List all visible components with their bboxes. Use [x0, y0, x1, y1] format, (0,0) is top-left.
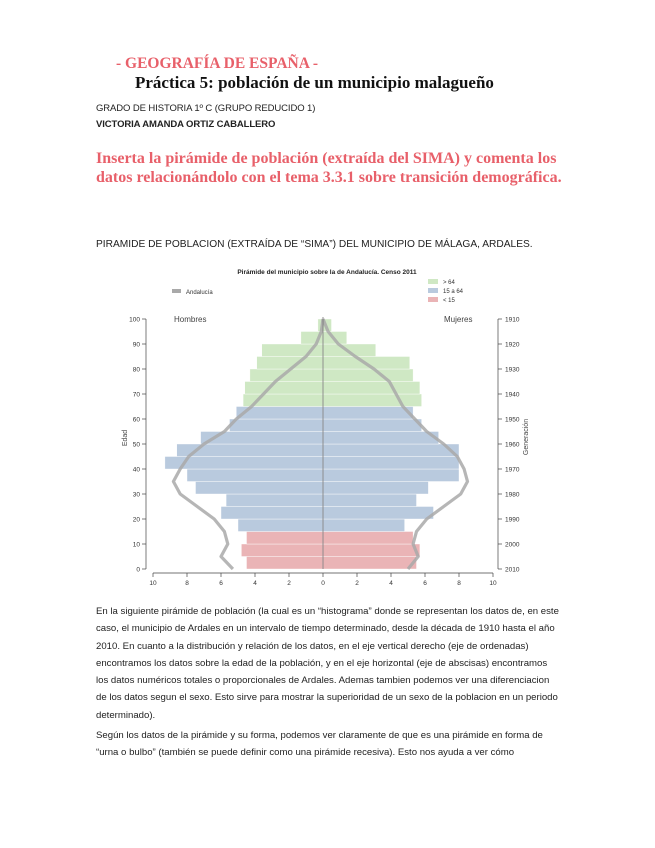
bar-women-10	[323, 432, 439, 445]
bar-men-11	[230, 419, 324, 432]
chart-plot-area	[129, 317, 520, 588]
age-tick-label-5: 50	[132, 441, 140, 449]
age-tick-label-6: 60	[132, 416, 140, 424]
generation-tick-label-5: 1960	[505, 441, 520, 449]
age-tick-label-4: 40	[132, 466, 140, 474]
author-line: VICTORIA AMANDA ORTIZ CABALLERO	[96, 119, 276, 130]
age-tick-label-10: 100	[129, 316, 140, 324]
bar-women-11	[323, 419, 422, 432]
bar-women-6	[323, 482, 428, 495]
legend-under-15: < 15	[443, 298, 455, 304]
generation-tick-label-6: 1950	[505, 416, 520, 424]
age-tick-label-7: 70	[132, 391, 140, 399]
x-tick-label-8: 6	[423, 580, 427, 587]
bar-men-0	[247, 557, 324, 570]
generation-tick-label-1: 2000	[505, 541, 520, 549]
bar-women-9	[323, 444, 459, 457]
task-statement: Inserta la pirámide de población (extraída del SIMA) y comenta los datos relacionándolo con el tema 3.3.1 sobre transición demográfica.	[96, 150, 562, 186]
generation-tick-label-2: 1990	[505, 516, 520, 524]
legend-swatch-15-64	[428, 288, 438, 293]
bar-women-8	[323, 457, 459, 470]
bar-women-15	[323, 369, 413, 382]
age-tick-label-8: 80	[132, 366, 140, 374]
x-tick-label-6: 2	[355, 580, 359, 587]
bar-women-5	[323, 494, 417, 507]
x-tick-label-3: 4	[253, 580, 257, 587]
bar-women-13	[323, 394, 422, 407]
age-tick-label-3: 30	[132, 491, 140, 499]
population-pyramid-chart	[110, 262, 530, 587]
paragraph-2: Según los datos de la pirámide y su forma, podemos ver claramente de que es una pirámide en forma de “urna o bulbo” (también se puede definir como una pirámide recesiva). Esto nos ayuda a ver cómo	[96, 730, 543, 759]
figure-caption: PIRAMIDE DE POBLACION (EXTRAÍDA DE “SIMA”) DEL MUNICIPIO DE MÁLAGA, ARDALES.	[96, 239, 533, 250]
x-tick-label-9: 8	[457, 580, 461, 587]
age-tick-label-2: 20	[132, 516, 140, 524]
bar-women-0	[323, 557, 417, 570]
generation-axis-label: Generación	[523, 418, 530, 456]
bar-men-4	[221, 507, 323, 520]
generation-tick-label-3: 1980	[505, 491, 520, 499]
generation-tick-label-10: 1910	[505, 316, 520, 324]
y-axis-label: Edad	[122, 429, 129, 447]
x-tick-label-4: 2	[287, 580, 291, 587]
bar-women-7	[323, 469, 459, 482]
bar-women-2	[323, 532, 413, 545]
x-tick-label-5: 0	[321, 580, 325, 587]
generation-tick-label-0: 2010	[505, 566, 520, 574]
x-tick-label-2: 6	[219, 580, 223, 587]
bar-men-5	[226, 494, 323, 507]
bar-women-14	[323, 382, 420, 395]
generation-tick-label-8: 1930	[505, 366, 520, 374]
age-tick-label-1: 10	[132, 541, 140, 549]
legend-swatch-under-15	[428, 297, 438, 302]
bar-women-12	[323, 407, 413, 420]
generation-tick-label-7: 1940	[505, 391, 520, 399]
x-tick-label-10: 10	[489, 580, 497, 587]
men-label: Hombres	[174, 315, 207, 324]
bar-men-14	[245, 382, 323, 395]
bar-men-3	[238, 519, 323, 532]
paragraph-1: En la siguiente pirámide de población (la cual es un “histograma” donde se representan los datos de, en este caso, el municipio de Ardales en un intervalo de tiempo determinado, desde la década de 1910 hasta el año 2010. En cuanto a la distribución y relación de los datos, en el eje vertical derecho (eje de ordenadas) encontramos los datos sobre la edad de la población, y en el eje horizontal (eje de abscisas) encontramos los datos numéricos totales o proporcionales de Ardales. Ademas tambien podemos ver una diferenciacion de los datos segun el sexo. Esto sirve para mostrar la superioridad de un sexo de la poblacion en un periodo determinado).	[96, 606, 559, 721]
bar-men-7	[187, 469, 323, 482]
legend-swatch-andalucia	[172, 289, 181, 293]
x-tick-label-7: 4	[389, 580, 393, 587]
legend-15-64: 15 a 64	[443, 289, 464, 295]
bar-women-1	[323, 544, 420, 557]
bar-men-16	[257, 357, 323, 370]
generation-tick-label-9: 1920	[505, 341, 520, 349]
bar-men-6	[196, 482, 324, 495]
generation-tick-label-4: 1970	[505, 466, 520, 474]
bar-men-1	[241, 544, 323, 557]
chart-legend	[172, 279, 464, 304]
x-tick-label-0: 10	[149, 580, 157, 587]
practice-title: Práctica 5: población de un municipio malagueño	[135, 73, 494, 92]
legend-over-64: > 64	[443, 280, 455, 286]
subject-heading: - GEOGRAFÍA DE ESPAÑA -	[116, 55, 319, 72]
chart-title: Pirámide del municipio sobre la de Andalucía. Censo 2011	[237, 269, 417, 276]
legend-andalucia: Andalucía	[186, 290, 213, 296]
women-label: Mujeres	[444, 315, 473, 324]
bar-men-2	[247, 532, 324, 545]
age-tick-label-9: 90	[132, 341, 140, 349]
age-tick-label-0: 0	[136, 566, 140, 574]
legend-swatch-over-64	[428, 279, 438, 284]
bar-women-3	[323, 519, 405, 532]
course-line: GRADO DE HISTORIA 1º C (GRUPO REDUCIDO 1)	[96, 103, 316, 114]
x-tick-label-1: 8	[185, 580, 189, 587]
bar-women-4	[323, 507, 434, 520]
